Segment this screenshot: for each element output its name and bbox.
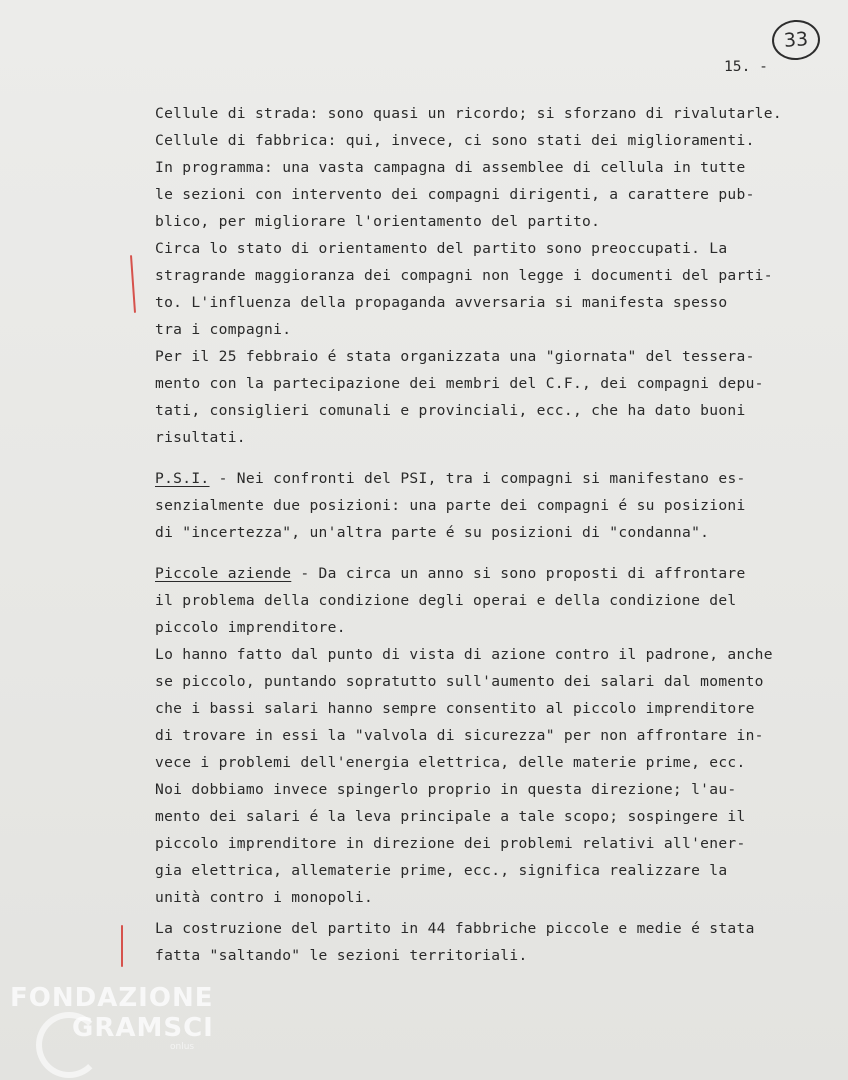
watermark-line1: FONDAZIONE: [10, 983, 214, 1013]
text-line: mento dei salari é la leva principale a tale scopo; sospingere il: [155, 808, 746, 825]
text-line: Lo hanno fatto dal punto di vista di azione contro il padrone, anche: [155, 646, 773, 663]
fondazione-gramsci-watermark: [10, 985, 214, 1052]
aziende-line1-rest: - Da circa un anno si sono proposti di affrontare: [291, 565, 746, 582]
text-line: unità contro i monopoli.: [155, 889, 374, 906]
text-line: che i bassi salari hanno sempre consentito al piccolo imprenditore: [155, 700, 755, 717]
text-line: vece i problemi dell'energia elettrica, delle materie prime, ecc.: [155, 754, 746, 771]
text-line: blico, per migliorare l'orientamento del partito.: [155, 213, 601, 230]
text-line: to. L'influenza della propaganda avversaria si manifesta spesso: [155, 294, 728, 311]
text-line: gia elettrica, allematerie prime, ecc., significa realizzare la: [155, 862, 728, 879]
text-line: fatta "saltando" le sezioni territoriali.: [155, 947, 528, 964]
text-line: mento con la partecipazione dei membri del C.F., dei compagni depu-: [155, 375, 764, 392]
aziende-paragraph-first-line: [155, 565, 746, 582]
text-line: Circa lo stato di orientamento del partito sono preoccupati. La: [155, 240, 728, 257]
text-line: se piccolo, puntando sopratutto sull'aumento dei salari dal momento: [155, 673, 764, 690]
text-line: le sezioni con intervento dei compagni dirigenti, a carattere pub-: [155, 186, 755, 203]
page-number: 15. -: [724, 58, 768, 75]
text-line: tra i compagni.: [155, 321, 292, 338]
folio-number: 33: [771, 18, 822, 61]
margin-mark-2: [121, 925, 123, 967]
text-line: piccolo imprenditore.: [155, 619, 346, 636]
text-line: stragrande maggioranza dei compagni non legge i documenti del parti-: [155, 267, 773, 284]
text-line: di trovare in essi la "valvola di sicurezza" per non affrontare in-: [155, 727, 764, 744]
text-line: In programma: una vasta campagna di assemblee di cellula in tutte: [155, 159, 746, 176]
watermark-line3: onlus: [170, 1042, 195, 1052]
text-line: Cellule di strada: sono quasi un ricordo; si sforzano di rivalutarle.: [155, 105, 782, 122]
text-line: Cellule di fabbrica: qui, invece, ci sono stati dei miglioramenti.: [155, 132, 755, 149]
psi-line1-rest: - Nei confronti del PSI, tra i compagni si manifestano es-: [209, 470, 746, 487]
text-line: tati, consiglieri comunali e provinciali, ecc., che ha dato buoni: [155, 402, 746, 419]
aziende-heading: Piccole aziende: [155, 565, 292, 582]
psi-heading: P.S.I.: [155, 470, 210, 487]
text-line: Per il 25 febbraio é stata organizzata una "giornata" del tessera-: [155, 348, 755, 365]
text-line: piccolo imprenditore in direzione dei problemi relativi all'ener-: [155, 835, 746, 852]
text-line: senzialmente due posizioni: una parte dei compagni é su posizioni: [155, 497, 746, 514]
margin-mark-1: [130, 255, 136, 313]
psi-paragraph-first-line: [155, 470, 746, 487]
watermark-line2: GRAMSCI: [72, 1013, 214, 1043]
text-line: La costruzione del partito in 44 fabbriche piccole e medie é stata: [155, 920, 755, 937]
text-line: Noi dobbiamo invece spingerlo proprio in questa direzione; l'au-: [155, 781, 737, 798]
text-line: di "incertezza", un'altra parte é su posizioni di "condanna".: [155, 524, 710, 541]
text-line: il problema della condizione degli operai e della condizione del: [155, 592, 737, 609]
text-line: risultati.: [155, 429, 246, 446]
